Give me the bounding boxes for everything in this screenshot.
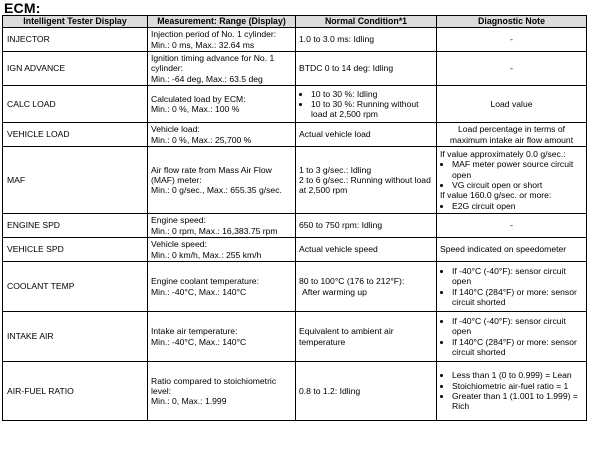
diagnostic-note-cell: Load value	[437, 86, 587, 123]
normal-condition-cell: Actual vehicle speed	[296, 238, 437, 262]
table-row	[3, 86, 587, 123]
range-cell: Injection period of No. 1 cylinder: Min.: 0 ms, Max.: 32.64 ms	[148, 28, 296, 52]
column-header: Measurement: Range (Display)	[148, 16, 296, 28]
table-row	[3, 362, 587, 421]
tester-display-cell: INTAKE AIR	[3, 312, 148, 362]
range-cell: Engine speed: Min.: 0 rpm, Max.: 16,383.75 rpm	[148, 214, 296, 238]
normal-condition-cell: 1.0 to 3.0 ms: Idling	[296, 28, 437, 52]
list-item: • Less than 1 (0 to 0.999) = Lean	[452, 370, 583, 380]
diagnostic-note-cell	[437, 312, 587, 362]
normal-condition-cell: BTDC 0 to 14 deg: Idling	[296, 52, 437, 86]
column-header: Normal Condition*1	[296, 16, 437, 28]
tester-display-cell: VEHICLE SPD	[3, 238, 148, 262]
list-item: • If -40°C (-40°F): sensor circuit open	[452, 266, 583, 287]
list-item: • 10 to 30 %: Running without load at 2,500 rpm	[311, 99, 433, 120]
range-cell: Engine coolant temperature: Min.: -40°C, Max.: 140°C	[148, 262, 296, 312]
table-row	[3, 214, 587, 238]
normal-condition-cell: 80 to 100°C (176 to 212°F): After warming up	[296, 262, 437, 312]
diagnostic-note-cell: Load percentage in terms of maximum intake air flow amount	[437, 123, 587, 147]
range-cell: Ratio compared to stoichiometric level: Min.: 0, Max.: 1.999	[148, 362, 296, 421]
diagnostic-note-cell: -	[437, 52, 587, 86]
range-cell: Vehicle speed: Min.: 0 km/h, Max.: 255 km/h	[148, 238, 296, 262]
list-item: • Greater than 1 (1.001 to 1.999) = Rich	[452, 391, 583, 412]
table-row	[3, 238, 587, 262]
section-heading: ECM:	[4, 0, 41, 16]
tester-display-cell: IGN ADVANCE	[3, 52, 148, 86]
table-row	[3, 52, 587, 86]
range-cell: Air flow rate from Mass Air Flow (MAF) meter: Min.: 0 g/sec., Max.: 655.35 g/sec.	[148, 147, 296, 214]
ecm-data-table	[2, 15, 587, 421]
diagnostic-note-cell	[437, 262, 587, 312]
range-cell: Calculated load by ECM: Min.: 0 %, Max.: 100 %	[148, 86, 296, 123]
list-item: • E2G circuit open	[452, 201, 583, 211]
table-row	[3, 262, 587, 312]
diagnostic-note-cell: If value approximately 0.0 g/sec.: • MAF meter power source circuit open • VG circuit open or short If value 160.0 g/sec. or more: • E2G circuit open	[437, 147, 587, 214]
list-item: • MAF meter power source circuit open	[452, 159, 583, 180]
tester-display-cell: AIR-FUEL RATIO	[3, 362, 148, 421]
range-cell: Vehicle load: Min.: 0 %, Max.: 25,700 %	[148, 123, 296, 147]
tester-display-cell: CALC LOAD	[3, 86, 148, 123]
normal-condition-cell	[296, 86, 437, 123]
tester-display-cell: COOLANT TEMP	[3, 262, 148, 312]
range-cell: Intake air temperature: Min.: -40°C, Max.: 140°C	[148, 312, 296, 362]
diagnostic-note-cell: Speed indicated on speedometer	[437, 238, 587, 262]
list-item: • VG circuit open or short	[452, 180, 583, 190]
table-row	[3, 312, 587, 362]
range-cell: Ignition timing advance for No. 1 cylinder: Min.: -64 deg, Max.: 63.5 deg	[148, 52, 296, 86]
column-header: Intelligent Tester Display	[3, 16, 148, 28]
diagnostic-note-cell: -	[437, 214, 587, 238]
normal-condition-cell: Equivalent to ambient air temperature	[296, 312, 437, 362]
diagnostic-note-cell	[437, 362, 587, 421]
normal-condition-cell: 650 to 750 rpm: Idling	[296, 214, 437, 238]
table-row	[3, 123, 587, 147]
table-row	[3, 28, 587, 52]
tester-display-cell: VEHICLE LOAD	[3, 123, 148, 147]
tester-display-cell: INJECTOR	[3, 28, 148, 52]
normal-condition-cell: 0.8 to 1.2: Idling	[296, 362, 437, 421]
table-header-row	[3, 16, 587, 28]
normal-condition-cell: 1 to 3 g/sec.: Idling 2 to 6 g/sec.: Running without load at 2,500 rpm	[296, 147, 437, 214]
tester-display-cell: ENGINE SPD	[3, 214, 148, 238]
normal-condition-cell: Actual vehicle load	[296, 123, 437, 147]
list-item: • If -40°C (-40°F): sensor circuit open	[452, 316, 583, 337]
list-item: • If 140°C (284°F) or more: sensor circuit shorted	[452, 337, 583, 358]
list-item: • Stoichiometric air-fuel ratio = 1	[452, 381, 583, 391]
column-header: Diagnostic Note	[437, 16, 587, 28]
list-item: • If 140°C (284°F) or more: sensor circuit shorted	[452, 287, 583, 308]
list-item: • 10 to 30 %: Idling	[311, 89, 433, 99]
table-row	[3, 147, 587, 214]
tester-display-cell: MAF	[3, 147, 148, 214]
diagnostic-note-cell: -	[437, 28, 587, 52]
